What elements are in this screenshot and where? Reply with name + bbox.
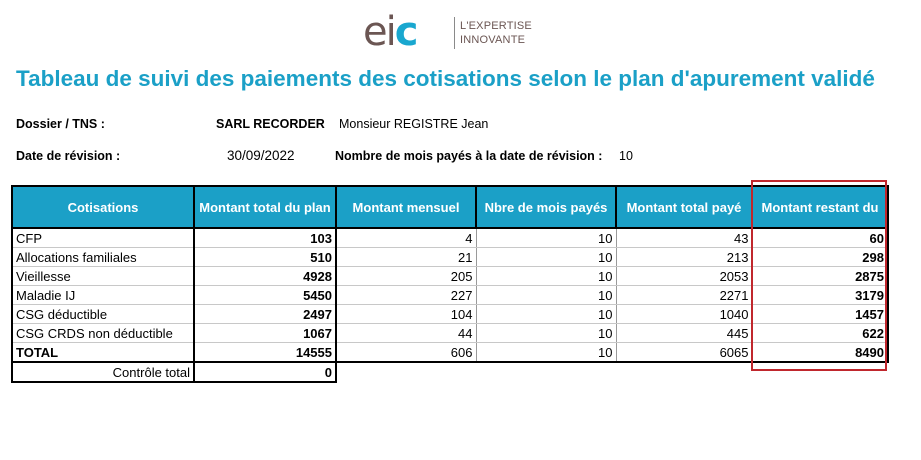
cell-nb-mois: 10 <box>476 324 616 343</box>
control-row <box>12 362 888 382</box>
page-title: Tableau de suivi des paiements des cotisations selon le plan d'apurement validé <box>16 66 875 91</box>
header-montant-mensuel: Montant mensuel <box>336 186 476 228</box>
cell-total-plan: 5450 <box>194 286 336 305</box>
table-row <box>12 305 888 324</box>
cell-label: TOTAL <box>12 343 194 363</box>
header-montant-restant: Montant restant du <box>752 186 888 228</box>
date-label: Date de révision : <box>16 149 121 163</box>
logo-letter-e: e <box>363 9 386 55</box>
cell-total-paye: 43 <box>616 228 752 248</box>
logo-tagline-line1: L'EXPERTISE <box>460 20 532 32</box>
cell-restant: 622 <box>752 324 888 343</box>
cell-total-plan: 510 <box>194 248 336 267</box>
dossier-person: Monsieur REGISTRE Jean <box>339 117 489 131</box>
eic-logo <box>363 10 563 54</box>
table-row-total <box>12 343 888 363</box>
cell-label: Maladie IJ <box>12 286 194 305</box>
date-value: 30/09/2022 <box>227 148 295 163</box>
cell-restant: 2875 <box>752 267 888 286</box>
cell-nb-mois: 10 <box>476 267 616 286</box>
logo-separator <box>454 17 455 49</box>
cell-restant: 3179 <box>752 286 888 305</box>
cell-label: CSG déductible <box>12 305 194 324</box>
control-value: 0 <box>194 362 336 382</box>
table-row <box>12 286 888 305</box>
cell-mensuel: 21 <box>336 248 476 267</box>
cell-mensuel: 227 <box>336 286 476 305</box>
logo-tagline-line2: INNOVANTE <box>460 34 526 46</box>
cell-mensuel: 104 <box>336 305 476 324</box>
logo-tagline <box>460 19 532 47</box>
header-montant-total-paye: Montant total payé <box>616 186 752 228</box>
cell-mensuel: 205 <box>336 267 476 286</box>
cell-nb-mois: 10 <box>476 286 616 305</box>
cell-label: CSG CRDS non déductible <box>12 324 194 343</box>
cell-label: Vieillesse <box>12 267 194 286</box>
cell-total-paye: 2053 <box>616 267 752 286</box>
table-row <box>12 324 888 343</box>
cell-nb-mois: 10 <box>476 305 616 324</box>
cell-label: Allocations familiales <box>12 248 194 267</box>
dossier-label: Dossier / TNS : <box>16 117 105 131</box>
cell-total-paye: 6065 <box>616 343 752 363</box>
cell-mensuel: 4 <box>336 228 476 248</box>
header-nbre-mois: Nbre de mois payés <box>476 186 616 228</box>
control-label: Contrôle total <box>12 362 194 382</box>
mois-label: Nombre de mois payés à la date de révision : <box>335 149 603 163</box>
cell-restant: 1457 <box>752 305 888 324</box>
table-row <box>12 228 888 248</box>
table-header-row <box>12 186 888 228</box>
cell-nb-mois: 10 <box>476 228 616 248</box>
cell-total-paye: 445 <box>616 324 752 343</box>
header-montant-total-plan: Montant total du plan <box>194 186 336 228</box>
logo-letter-i: i <box>385 9 395 55</box>
cell-total-paye: 2271 <box>616 286 752 305</box>
mois-value: 10 <box>619 149 633 163</box>
cell-label: CFP <box>12 228 194 248</box>
cell-restant: 60 <box>752 228 888 248</box>
cell-mensuel: 606 <box>336 343 476 363</box>
table-row <box>12 248 888 267</box>
cell-total-paye: 213 <box>616 248 752 267</box>
cell-total-plan: 2497 <box>194 305 336 324</box>
cell-nb-mois: 10 <box>476 248 616 267</box>
table-row <box>12 267 888 286</box>
cell-restant: 298 <box>752 248 888 267</box>
header-cotisations: Cotisations <box>12 186 194 228</box>
logo-letter-c: c <box>394 9 417 55</box>
cell-total-plan: 103 <box>194 228 336 248</box>
cell-total-plan: 4928 <box>194 267 336 286</box>
cell-total-plan: 1067 <box>194 324 336 343</box>
logo-mark <box>363 10 416 54</box>
cell-mensuel: 44 <box>336 324 476 343</box>
cell-total-plan: 14555 <box>194 343 336 363</box>
cell-total-paye: 1040 <box>616 305 752 324</box>
cell-restant: 8490 <box>752 343 888 363</box>
dossier-company: SARL RECORDER <box>216 117 325 131</box>
cell-nb-mois: 10 <box>476 343 616 363</box>
cotisations-table <box>11 185 889 383</box>
